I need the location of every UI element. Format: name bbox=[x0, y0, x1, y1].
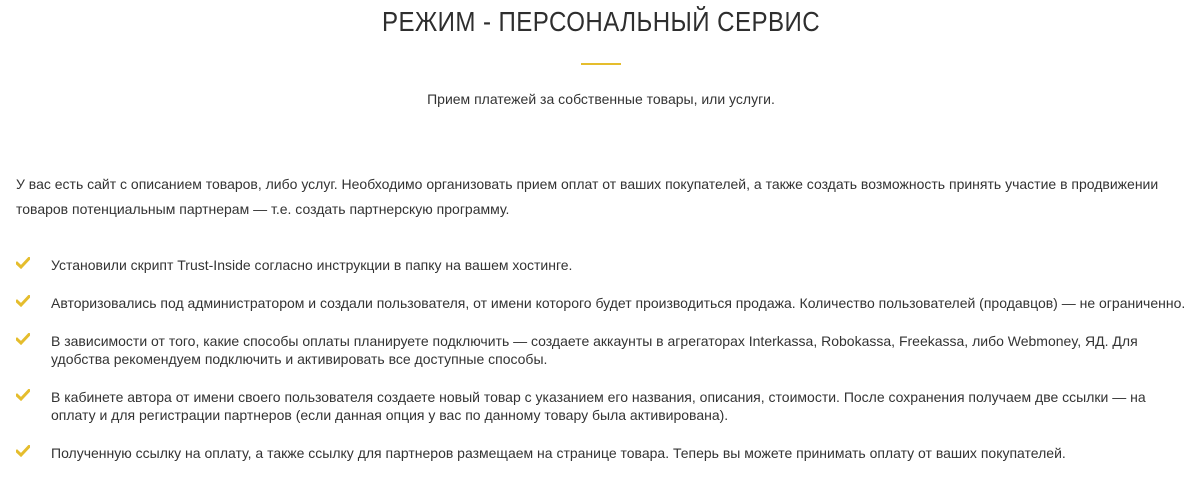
steps-list bbox=[16, 256, 1191, 482]
check-icon bbox=[16, 389, 30, 403]
list-item bbox=[16, 256, 1191, 274]
list-item bbox=[16, 294, 1191, 312]
check-icon bbox=[16, 333, 30, 347]
title-divider bbox=[581, 63, 621, 65]
page-subtitle: Прием платежей за собственные товары, или услуги. bbox=[427, 91, 775, 107]
list-item-text: В кабинете автора от имени своего пользователя создаете новый товар с указанием его названия, описания, стоимости. После сохранения получаем две ссылки — на оплату и для регистрации партнеров (если данная опция у вас по данному товару была активирована). bbox=[51, 389, 1146, 423]
list-item bbox=[16, 388, 1191, 424]
list-item bbox=[16, 444, 1191, 462]
intro-paragraph: У вас есть сайт с описанием товаров, либо услуг. Необходимо организовать прием оплат от ваших покупателей, а также создать возможность принять участие в продвижении товаров потенциальным партнерам — т.е. создать партнерскую программу. bbox=[16, 176, 1159, 217]
list-item-text: Полученную ссылку на оплату, а также ссылку для партнеров размещаем на странице товара. Теперь вы можете принимать оплату от ваших покупателей. bbox=[51, 445, 1066, 461]
list-item-text: Авторизовались под администратором и создали пользователя, от имени которого будет производиться продажа. Количество пользователей (продавцов) — не ограниченно. bbox=[51, 295, 1186, 311]
check-icon bbox=[16, 445, 30, 459]
list-item bbox=[16, 332, 1191, 368]
list-item-text: Установили скрипт Trust-Inside согласно инструкции в папку на вашем хостинге. bbox=[51, 257, 573, 273]
check-icon bbox=[16, 295, 30, 309]
list-item-text: В зависимости от того, какие способы оплаты планируете подключить — создаете аккаунты в агрегаторах Interkassa, Robokassa, Freekassa, либо Webmoney, ЯД. Для удобства рекомендуем подключить и активировать все доступные способы. bbox=[51, 333, 1138, 367]
check-icon bbox=[16, 257, 30, 271]
page-title: РЕЖИМ - ПЕРСОНАЛЬНЫЙ СЕРВИС bbox=[381, 6, 821, 37]
